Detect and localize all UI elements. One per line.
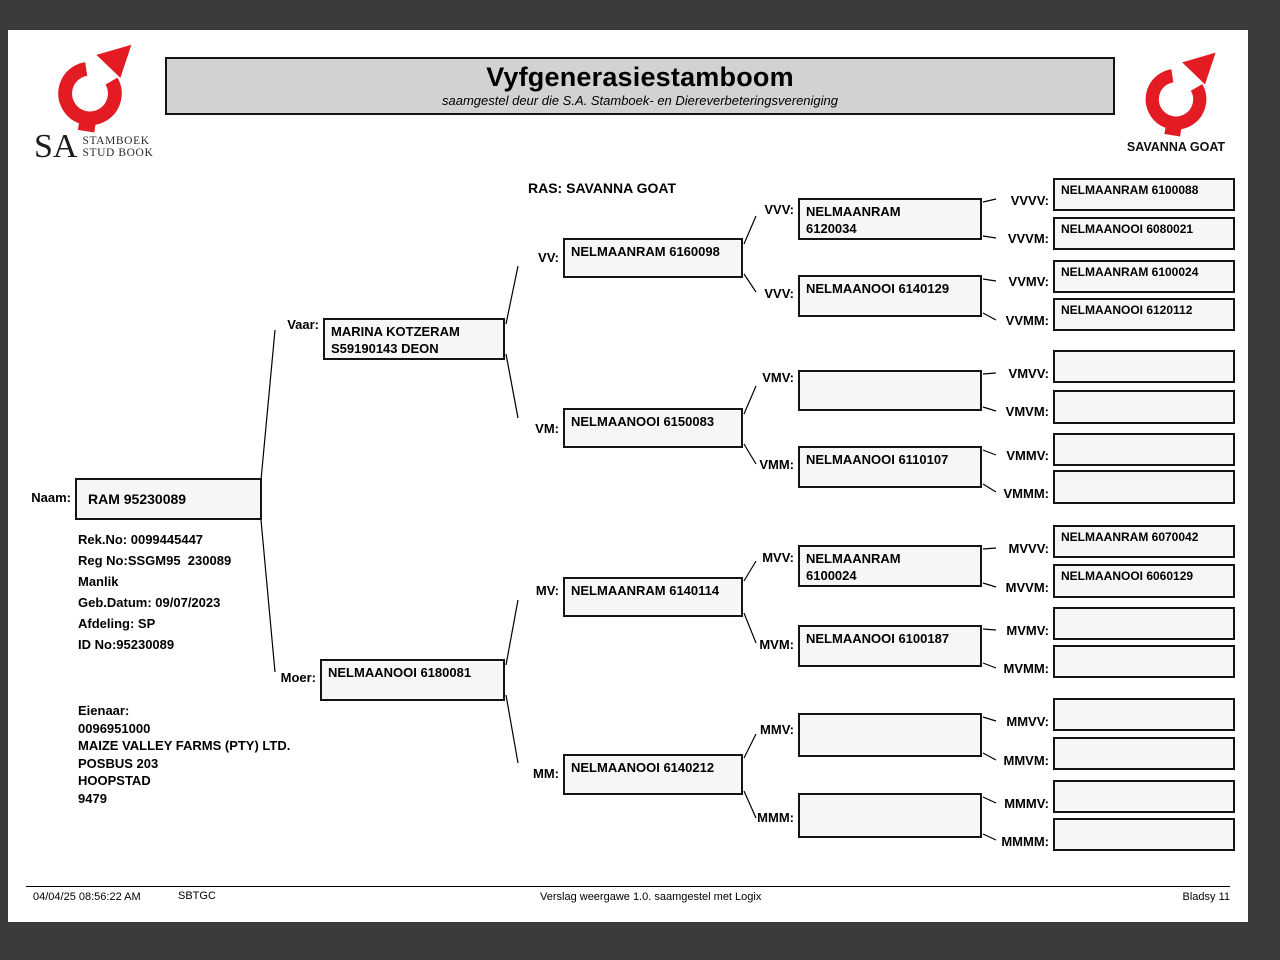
footer-version: Verslag weergawe 1.0. saamgestel met Logix: [540, 891, 762, 903]
pedigree-label-vmvm: VMVM:: [1005, 404, 1049, 419]
pedigree-label-mvm: MVM:: [759, 637, 794, 652]
pedigree-label-vvvm: VVVM:: [1007, 231, 1049, 246]
pedigree-label-mmvv: MMVV:: [1006, 714, 1049, 729]
pedigree-box-vm: NELMAANOOI 6150083: [563, 408, 743, 448]
pedigree-box-vvmm: NELMAANOOI 6120112: [1053, 298, 1235, 331]
pedigree-box-moer: NELMAANOOI 6180081: [320, 659, 505, 701]
footer-timestamp: 04/04/25 08:56:22 AM: [33, 891, 141, 903]
pedigree-box-vmvm: [1053, 390, 1235, 424]
pedigree-box-vmmm: [1053, 470, 1235, 504]
pedigree-label-moer: Moer:: [280, 670, 316, 685]
subject-name-label: Naam:: [31, 490, 71, 505]
pedigree-label-vvvv: VVVV:: [1010, 193, 1049, 208]
pedigree-box-mmv: [798, 713, 982, 757]
pedigree-box-vmvv: [1053, 350, 1235, 383]
pedigree-box-mmvv: [1053, 698, 1235, 731]
sa-logo-text: SA: [34, 128, 78, 165]
pedigree-label-vvmm: VVMM:: [1005, 313, 1049, 328]
pedigree-box-vvv1: NELMAANRAM 6120034: [798, 198, 982, 240]
pedigree-label-mmm: MMM:: [757, 810, 794, 825]
pedigree-label-mmv: MMV:: [760, 722, 794, 737]
report-page: [8, 30, 1248, 922]
pedigree-label-vmmv: VMMV:: [1006, 448, 1049, 463]
pedigree-label-mvmm: MVMM:: [1003, 661, 1049, 676]
pedigree-label-vmmm: VMMM:: [1003, 486, 1049, 501]
pedigree-box-vaar: MARINA KOTZERAM S59190143 DEON: [323, 318, 505, 360]
owner-details: Eienaar: 0096951000 MAIZE VALLEY FARMS (PTY) LTD. POSBUS 203 HOOPSTAD 9479: [78, 703, 291, 806]
pedigree-box-vmmv: [1053, 433, 1235, 466]
pedigree-label-mmmm: MMMM:: [1001, 834, 1049, 849]
page-title: Vyfgenerasiestamboom: [486, 62, 794, 92]
pedigree-box-vvvv: NELMAANRAM 6100088: [1053, 178, 1235, 211]
pedigree-label-vmv: VMV:: [762, 370, 794, 385]
pedigree-box-mmm: [798, 793, 982, 838]
pedigree-box-mmmv: [1053, 780, 1235, 813]
pedigree-box-mvvm: NELMAANOOI 6060129: [1053, 564, 1235, 598]
pedigree-box-mm: NELMAANOOI 6140212: [563, 754, 743, 795]
pedigree-box-vvv2: NELMAANOOI 6140129: [798, 275, 982, 317]
pedigree-label-mvvm: MVVM:: [1005, 580, 1049, 595]
pedigree-label-mvvv: MVVV:: [1008, 541, 1049, 556]
pedigree-label-mv: MV:: [535, 583, 559, 598]
pedigree-label-mvv: MVV:: [762, 550, 794, 565]
pedigree-box-mmvm: [1053, 737, 1235, 770]
savanna-goat-caption: SAVANNA GOAT: [1126, 140, 1226, 154]
pedigree-label-vvv2: VVV:: [764, 286, 794, 301]
pedigree-label-vmm: VMM:: [759, 457, 794, 472]
pedigree-box-mvv: NELMAANRAM 6100024: [798, 545, 982, 587]
pedigree-label-vmvv: VMVV:: [1008, 366, 1049, 381]
subject-name: RAM 95230089: [88, 491, 187, 507]
pedigree-label-mm: MM:: [533, 766, 559, 781]
pedigree-label-mmvm: MMVM:: [1003, 753, 1049, 768]
footer-report-code: SBTGC: [178, 890, 216, 902]
pedigree-box-mv: NELMAANRAM 6140114: [563, 577, 743, 617]
sa-logo-caption: STAMBOEK STUD BOOK: [82, 135, 154, 159]
savanna-goat-emblem-icon: [1132, 50, 1220, 138]
title-bar: [165, 57, 1115, 115]
pedigree-box-mmmm: [1053, 818, 1235, 851]
pedigree-label-vvmv: VVMV:: [1008, 274, 1049, 289]
footer-page-number: Bladsy 11: [1182, 891, 1230, 903]
breed-label: RAS: SAVANNA GOAT: [528, 180, 677, 196]
pedigree-label-vaar: Vaar:: [287, 317, 319, 332]
pedigree-box-mvvv: NELMAANRAM 6070042: [1053, 525, 1235, 558]
pedigree-box-mvmm: [1053, 645, 1235, 678]
subject-name-box: [75, 478, 262, 520]
pedigree-box-mvmv: [1053, 607, 1235, 640]
page-subtitle: saamgestel deur die S.A. Stamboek- en Diereverbeteringsvereniging: [442, 93, 838, 108]
pedigree-box-vmv: [798, 370, 982, 411]
sa-studbook-logo: [34, 128, 154, 165]
pedigree-box-vv: NELMAANRAM 6160098: [563, 238, 743, 278]
footer-divider: [26, 886, 1230, 887]
pedigree-label-vm: VM:: [535, 421, 559, 436]
pedigree-label-vvv1: VVV:: [764, 202, 794, 217]
pedigree-box-mvm: NELMAANOOI 6100187: [798, 625, 982, 667]
sa-studbook-emblem-icon: [44, 42, 136, 134]
pedigree-label-mmmv: MMMV:: [1004, 796, 1049, 811]
subject-details: Rek.No: 0099445447 Reg No:SSGM95 230089 Manlik Geb.Datum: 09/07/2023 Afdeling: SP ID No:95230089: [78, 532, 232, 652]
pedigree-label-mvmv: MVMV:: [1006, 623, 1049, 638]
pedigree-box-vvmv: NELMAANRAM 6100024: [1053, 260, 1235, 293]
pedigree-label-vv: VV:: [538, 250, 559, 265]
pedigree-box-vvvm: NELMAANOOI 6080021: [1053, 217, 1235, 250]
pedigree-box-vmm: NELMAANOOI 6110107: [798, 446, 982, 488]
